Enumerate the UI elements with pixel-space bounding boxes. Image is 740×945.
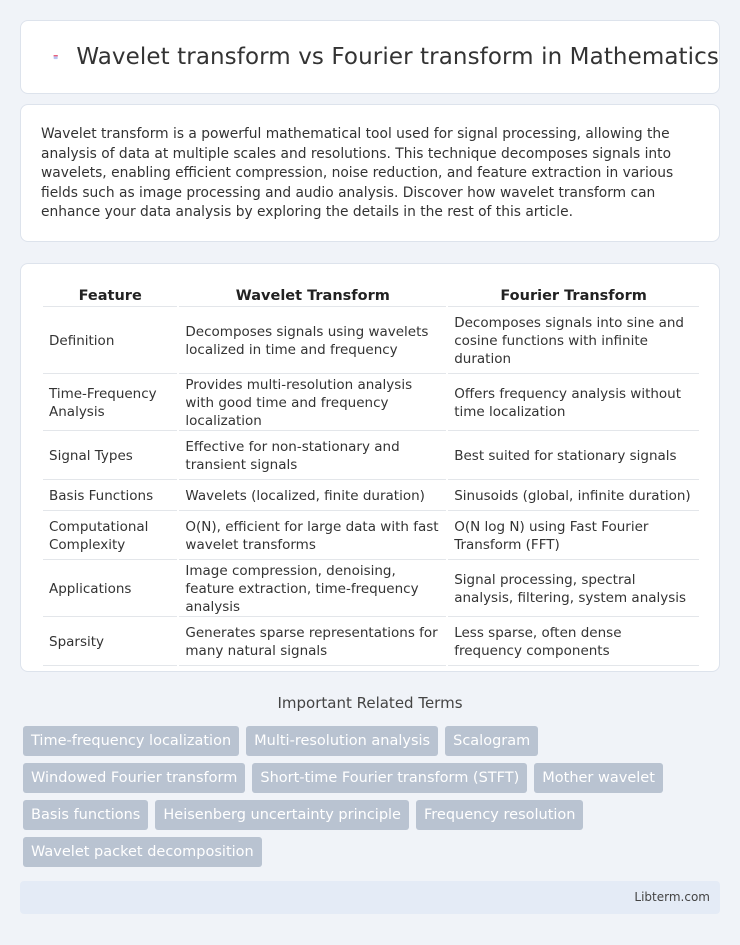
tag-time-frequency-localization[interactable]: Time-frequency localization <box>23 726 239 756</box>
table-row <box>43 513 699 560</box>
cell-fourier: Best suited for stationary signals <box>448 433 699 480</box>
cell-feature: Applications <box>43 562 177 617</box>
cell-wavelet: Decomposes signals using wavelets localized in time and frequency <box>179 309 446 374</box>
cell-fourier: Offers frequency analysis without time localization <box>448 376 699 431</box>
table-row <box>43 619 699 666</box>
header-fourier: Fourier Transform <box>448 284 699 307</box>
tag-scalogram[interactable]: Scalogram <box>445 726 538 756</box>
page-title: Wavelet transform vs Fourier transform in Mathematics <box>76 44 719 70</box>
related-terms-list <box>23 726 723 874</box>
related-terms-title: Important Related Terms <box>277 694 463 712</box>
intro-card <box>20 104 720 242</box>
table-row <box>43 562 699 617</box>
footer-site-link[interactable]: Libterm.com <box>634 890 710 904</box>
cell-fourier: Decomposes signals into sine and cosine functions with infinite duration <box>448 309 699 374</box>
cell-feature: Time-Frequency Analysis <box>43 376 177 431</box>
cell-wavelet: Effective for non-stationary and transient signals <box>179 433 446 480</box>
cell-wavelet: O(N), efficient for large data with fast wavelet transforms <box>179 513 446 560</box>
header-feature: Feature <box>43 284 177 307</box>
cell-wavelet: Provides multi-resolution analysis with good time and frequency localization <box>179 376 446 431</box>
tag-frequency-resolution[interactable]: Frequency resolution <box>416 800 584 830</box>
tag-heisenberg-uncertainty-principle[interactable]: Heisenberg uncertainty principle <box>155 800 409 830</box>
header-card <box>20 20 720 94</box>
tag-basis-functions[interactable]: Basis functions <box>23 800 148 830</box>
table-row <box>43 309 699 374</box>
calendar-icon <box>53 42 58 72</box>
cell-wavelet: Image compression, denoising, feature extraction, time-frequency analysis <box>179 562 446 617</box>
cell-feature: Computational Complexity <box>43 513 177 560</box>
tag-wavelet-packet-decomposition[interactable]: Wavelet packet decomposition <box>23 837 262 867</box>
cell-fourier: Signal processing, spectral analysis, filtering, system analysis <box>448 562 699 617</box>
cell-feature: Basis Functions <box>43 482 177 511</box>
cell-fourier: Sinusoids (global, infinite duration) <box>448 482 699 511</box>
tag-short-time-fourier-transform[interactable]: Short-time Fourier transform (STFT) <box>252 763 527 793</box>
header-wavelet: Wavelet Transform <box>179 284 446 307</box>
cell-feature: Sparsity <box>43 619 177 666</box>
table-row <box>43 376 699 431</box>
cell-fourier: Less sparse, often dense frequency components <box>448 619 699 666</box>
cell-feature: Signal Types <box>43 433 177 480</box>
comparison-table <box>41 282 701 668</box>
table-header-row <box>43 284 699 307</box>
cell-fourier: O(N log N) using Fast Fourier Transform (FFT) <box>448 513 699 560</box>
cell-wavelet: Generates sparse representations for many natural signals <box>179 619 446 666</box>
tag-windowed-fourier-transform[interactable]: Windowed Fourier transform <box>23 763 245 793</box>
cell-wavelet: Wavelets (localized, finite duration) <box>179 482 446 511</box>
comparison-card <box>20 263 720 672</box>
cell-feature: Definition <box>43 309 177 374</box>
table-row <box>43 433 699 480</box>
intro-paragraph: Wavelet transform is a powerful mathematical tool used for signal processing, allowing the analysis of data at multiple scales and resolutions. This technique decomposes signals into wavelets, enabling efficient compression, noise reduction, and feature extraction in various fields such as image processing and audio analysis. Discover how wavelet transform can enhance your data analysis by exploring the details in the rest of this article. <box>41 126 674 221</box>
tag-multi-resolution-analysis[interactable]: Multi-resolution analysis <box>246 726 438 756</box>
table-row <box>43 482 699 511</box>
footer <box>20 881 720 914</box>
tag-mother-wavelet[interactable]: Mother wavelet <box>534 763 663 793</box>
